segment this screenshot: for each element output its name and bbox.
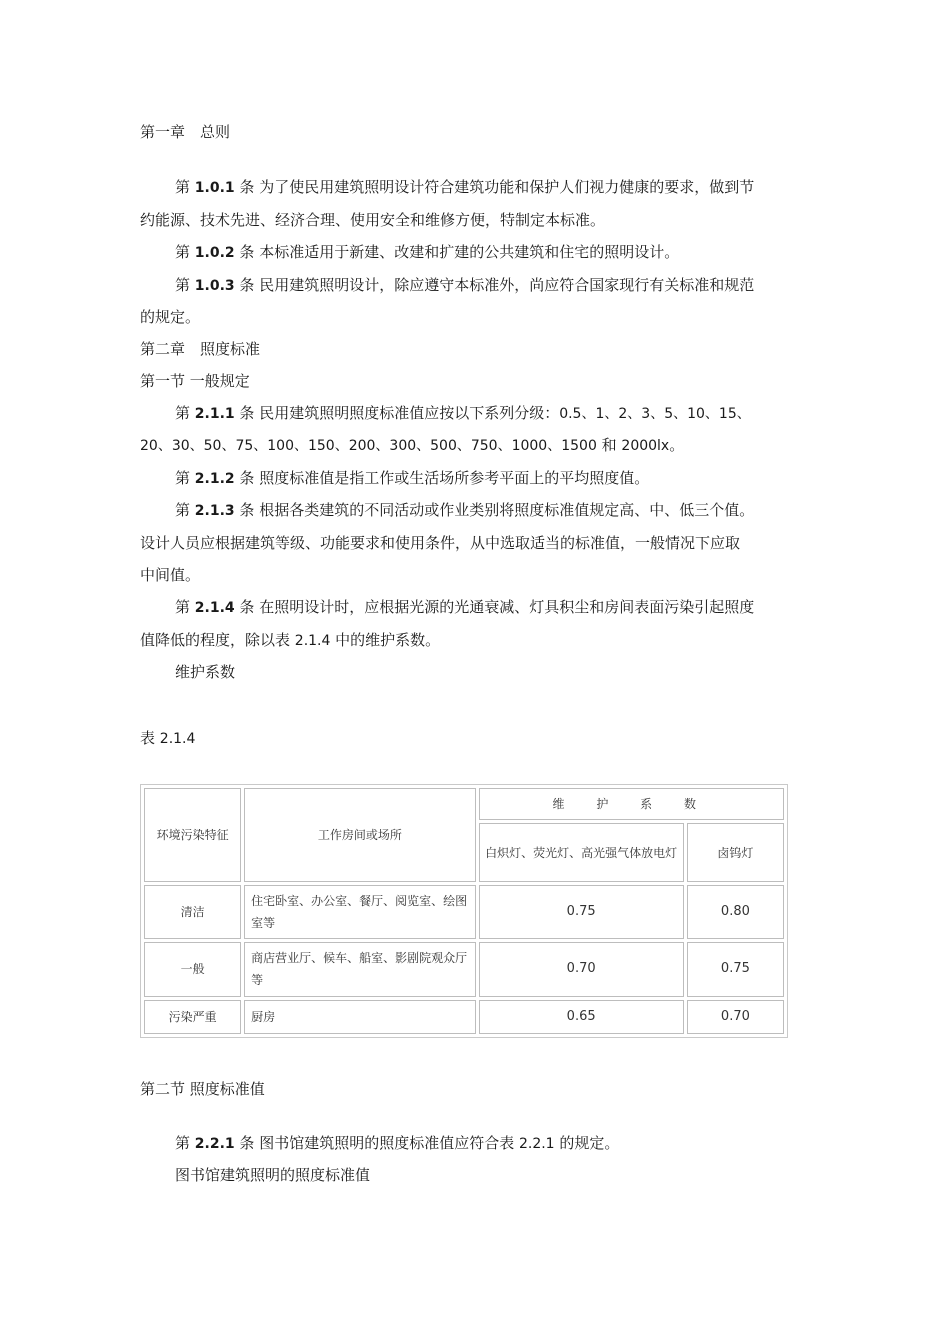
table-caption-maintenance: 维护系数 bbox=[175, 663, 236, 681]
section-1-title: 第一节 一般规定 bbox=[140, 372, 250, 390]
article-2-1-1-line-1: 第 2.1.1 条 民用建筑照明照度标准值应按以下系列分级：0.5、1、2、3、5、10、15、 bbox=[175, 404, 751, 422]
maintenance-factor-table bbox=[141, 785, 787, 1037]
article-1-0-3-line-2: 的规定。 bbox=[140, 308, 201, 326]
cell-place: 厨房 bbox=[244, 1000, 475, 1034]
article-2-1-4-line-1: 第 2.1.4 条 在照明设计时，应根据光源的光通衰减、灯具积尘和房间表面污染引起照度 bbox=[175, 598, 755, 616]
cell-value-1: 0.75 bbox=[479, 885, 684, 939]
header-lamp-type-2: 卤钨灯 bbox=[687, 823, 784, 882]
article-1-0-1-line-1: 第 1.0.1 条 为了使民用建筑照明设计符合建筑功能和保护人们视力健康的要求，做到节 bbox=[175, 178, 755, 196]
cell-value-1: 0.70 bbox=[479, 942, 684, 996]
cell-value-2: 0.75 bbox=[687, 942, 784, 996]
article-1-0-1-line-2: 约能源、技术先进、经济合理、使用安全和维修方便，特制定本标准。 bbox=[140, 211, 606, 229]
article-2-1-3-line-3: 中间值。 bbox=[140, 566, 201, 584]
cell-value-2: 0.80 bbox=[687, 885, 784, 939]
maintenance-factor-table-frame bbox=[140, 784, 788, 1038]
article-2-2-1-line-1: 第 2.2.1 条 图书馆建筑照明的照度标准值应符合表 2.2.1 的规定。 bbox=[175, 1134, 620, 1152]
article-1-0-2-line-1: 第 1.0.2 条 本标准适用于新建、改建和扩建的公共建筑和住宅的照明设计。 bbox=[175, 243, 680, 261]
article-2-1-2-line-1: 第 2.1.2 条 照度标准值是指工作或生活场所参考平面上的平均照度值。 bbox=[175, 469, 650, 487]
cell-environment: 污染严重 bbox=[144, 1000, 241, 1034]
cell-environment: 清洁 bbox=[144, 885, 241, 939]
table-row bbox=[144, 1000, 784, 1034]
article-1-0-3-line-1: 第 1.0.3 条 民用建筑照明设计，除应遵守本标准外，尚应符合国家现行有关标准和规范 bbox=[175, 276, 755, 294]
cell-place: 商店营业厅、候车、船室、影剧院观众厅等 bbox=[244, 942, 475, 996]
chapter-1-title: 第一章 总则 bbox=[140, 123, 231, 141]
cell-place: 住宅卧室、办公室、餐厅、阅览室、绘图室等 bbox=[244, 885, 475, 939]
article-2-1-3-line-1: 第 2.1.3 条 根据各类建筑的不同活动或作业类别将照度标准值规定高、中、低三个值。 bbox=[175, 501, 755, 519]
header-maintenance-factor: 维 护 系 数 bbox=[479, 788, 785, 820]
chapter-2-title: 第二章 照度标准 bbox=[140, 340, 261, 358]
table-row bbox=[144, 885, 784, 939]
table-caption-library: 图书馆建筑照明的照度标准值 bbox=[175, 1166, 371, 1184]
table-label: 表 2.1.4 bbox=[140, 729, 196, 747]
article-2-1-3-line-2: 设计人员应根据建筑等级、功能要求和使用条件，从中选取适当的标准值，一般情况下应取 bbox=[140, 534, 741, 552]
header-environment: 环境污染特征 bbox=[144, 788, 241, 882]
cell-value-1: 0.65 bbox=[479, 1000, 684, 1034]
cell-value-2: 0.70 bbox=[687, 1000, 784, 1034]
section-2-title: 第二节 照度标准值 bbox=[140, 1080, 265, 1098]
table-row bbox=[144, 942, 784, 996]
cell-environment: 一般 bbox=[144, 942, 241, 996]
article-2-1-4-line-2: 值降低的程度，除以表 2.1.4 中的维护系数。 bbox=[140, 631, 441, 649]
header-lamp-type-1: 白炽灯、荧光灯、高光强气体放电灯 bbox=[479, 823, 684, 882]
header-place: 工作房间或场所 bbox=[244, 788, 475, 882]
article-2-1-1-line-2: 20、30、50、75、100、150、200、300、500、750、1000、1500 和 2000lx。 bbox=[140, 436, 685, 454]
